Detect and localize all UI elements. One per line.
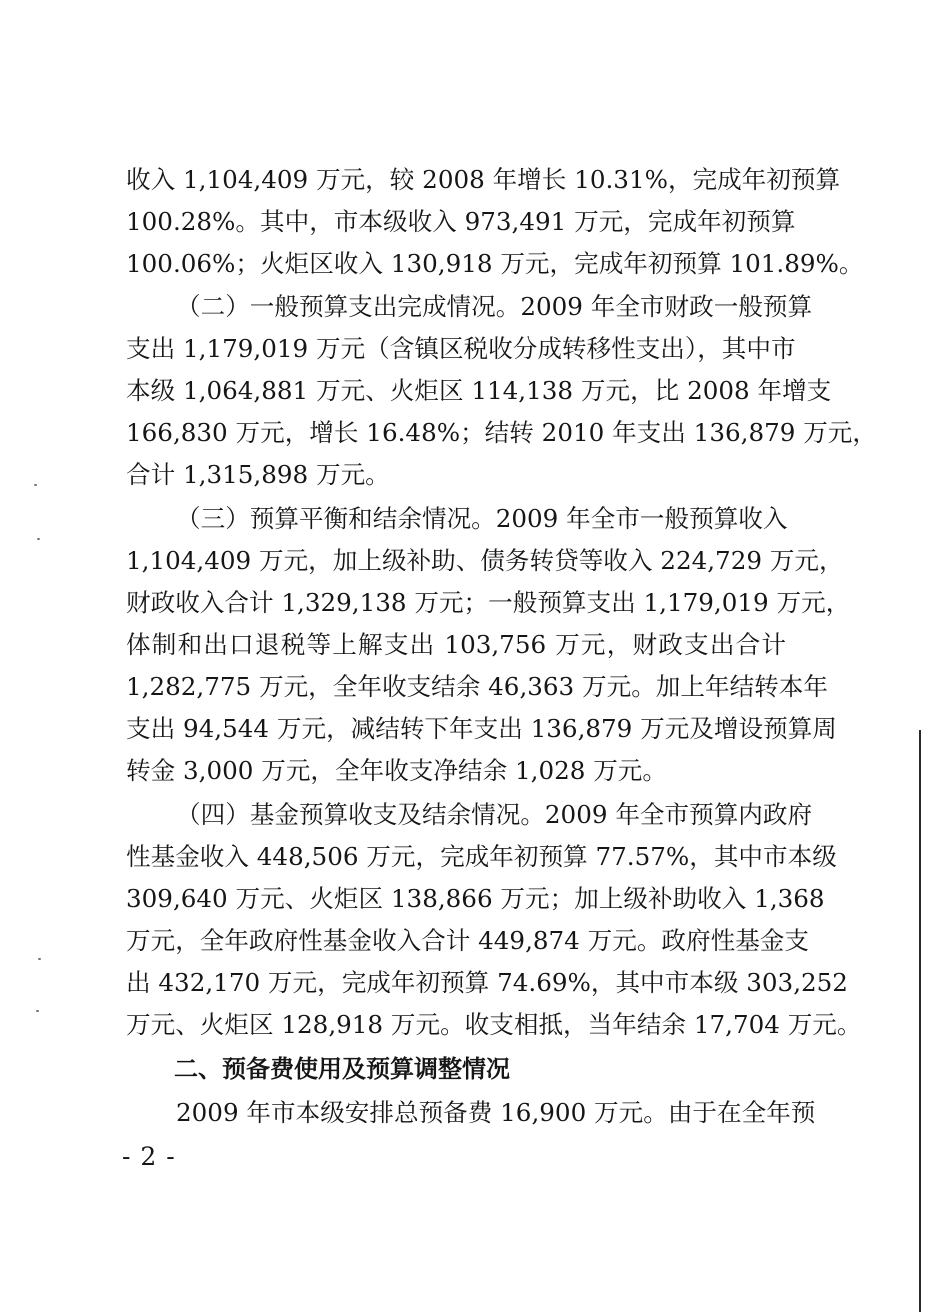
text-line-12: 体制和出口退税等上解支出 103,756 万元，财政支出合计 [126,630,786,659]
text-line-13: 1,282,775 万元，全年收支结余 46,363 万元。加上年结转本年 [126,672,828,701]
text-line-1: 收入 1,104,409 万元，较 2008 年增长 10.31%，完成年初预算 [126,165,841,194]
text-line-11: 财政收入合计 1,329,138 万元；一般预算支出 1,179,019 万元， [126,588,851,617]
text-line-20: 出 432,170 万元，完成年初预算 74.69%，其中市本级 303,252 [126,968,848,997]
text-line-17: 性基金收入 448,506 万元，完成年初预算 77.57%，其中市本级 [126,842,837,871]
scan-speck [37,538,40,540]
text-line-10: 1,104,409 万元，加上级补助、债务转贷等收入 224,729 万元， [126,546,844,575]
text-line-7: 166,830 万元，增长 16.48%；结转 2010 年支出 136,879 万元， [126,418,877,447]
text-line-21: 万元、火炬区 128,918 万元。收支相抵，当年结余 17,704 万元。 [126,1010,862,1039]
section-3-first-line: （三）预算平衡和结余情况。2009 年全市一般预算收入 [176,504,788,533]
text-line-23: 2009 年市本级安排总预备费 16,900 万元。由于在全年预 [176,1098,816,1127]
page-number: - 2 - [122,1142,176,1171]
text-line-14: 支出 94,544 万元，减结转下年支出 136,879 万元及增设预算周 [126,714,837,743]
section-4-first-line: （四）基金预算收支及结余情况。2009 年全市预算内政府 [176,800,813,829]
scan-edge-line [919,730,921,1312]
text-line-8: 合计 1,315,898 万元。 [126,460,390,489]
scan-speck [34,484,37,486]
scan-speck [36,1010,39,1012]
section-heading-reserve-fund: 二、预备费使用及预算调整情况 [174,1055,510,1083]
text-line-2: 100.28%。其中，市本级收入 973,491 万元，完成年初预算 [126,207,796,236]
scan-speck [38,958,41,960]
text-line-19: 万元，全年政府性基金收入合计 449,874 万元。政府性基金支 [126,926,809,955]
text-line-15: 转金 3,000 万元，全年收支净结余 1,028 万元。 [126,756,667,785]
text-line-5: 支出 1,179,019 万元（含镇区税收分成转移性支出），其中市 [126,334,796,363]
text-line-18: 309,640 万元、火炬区 138,866 万元；加上级补助收入 1,368 [126,884,825,913]
text-line-3: 100.06%；火炬区收入 130,918 万元，完成年初预算 101.89%。 [126,249,864,278]
section-2-first-line: （二）一般预算支出完成情况。2009 年全市财政一般预算 [176,292,813,321]
text-line-6: 本级 1,064,881 万元、火炬区 114,138 万元，比 2008 年增支 [126,376,832,405]
